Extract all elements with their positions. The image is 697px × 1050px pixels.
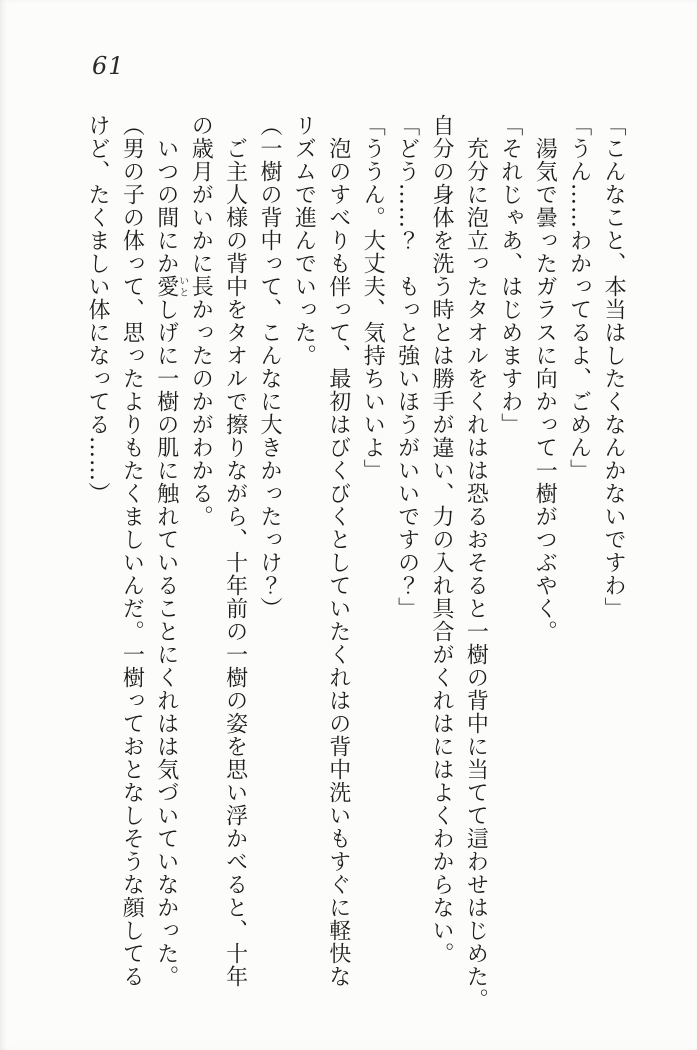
text-column-5: 充分に泡立ったタオルをくれはは恐るおそると一樹の背中に当てて這わせはじめた。 [463,137,489,1011]
text-column-12: ご主人様の背中をタオルで擦りながら、十年前の一樹の姿を思い浮かべると、十年 [222,137,248,988]
text-column-1: 「こんなこと、本当はしたくなんかないですわ」 [601,114,626,620]
text-column-6: 自分の身体を洗う時とは勝手が違い、力の入れ具合がくれはにはよくわからない。 [429,114,454,965]
ruby-annotated-word: 愛いと [153,275,188,298]
text-column-8: 「ううん。大丈夫、気持ちいいよ」 [360,114,386,482]
text-column-2: 「うん……わかってるよ、ごめん」 [566,114,592,482]
page-number: 61 [92,52,125,80]
text-column-15: （男の子の体って、思ったよりもたくましいんだ。一樹っておとなしそうな顔してる [119,114,145,988]
text-column-14: いつの間にか愛いとしげに一樹の肌に触れていることにくれはは気づいていなかった。 [153,137,188,988]
text-column-9: 泡のすべりも伴って、最初はびくびくとしていたくれはの背中洗いもすぐに軽快な [325,137,351,988]
text-column-3: 湯気で曇ったガラスに向かって一樹がつぶやく。 [532,137,558,643]
text-column-7: 「どう……？ もっと強いほうがいいですの？」 [394,114,420,620]
text-column-10: リズムで進んでいった。 [291,114,317,367]
text-column-11: （一樹の背中って、こんなに大きかったっけ？） [257,114,282,620]
text-column-16: けど、たくましい体になってる……） [85,114,110,505]
text-column-4: 「それじゃあ、はじめますわ」 [497,114,523,436]
text-column-13: の歳月がいかに長かったのかがわかる。 [188,114,214,528]
